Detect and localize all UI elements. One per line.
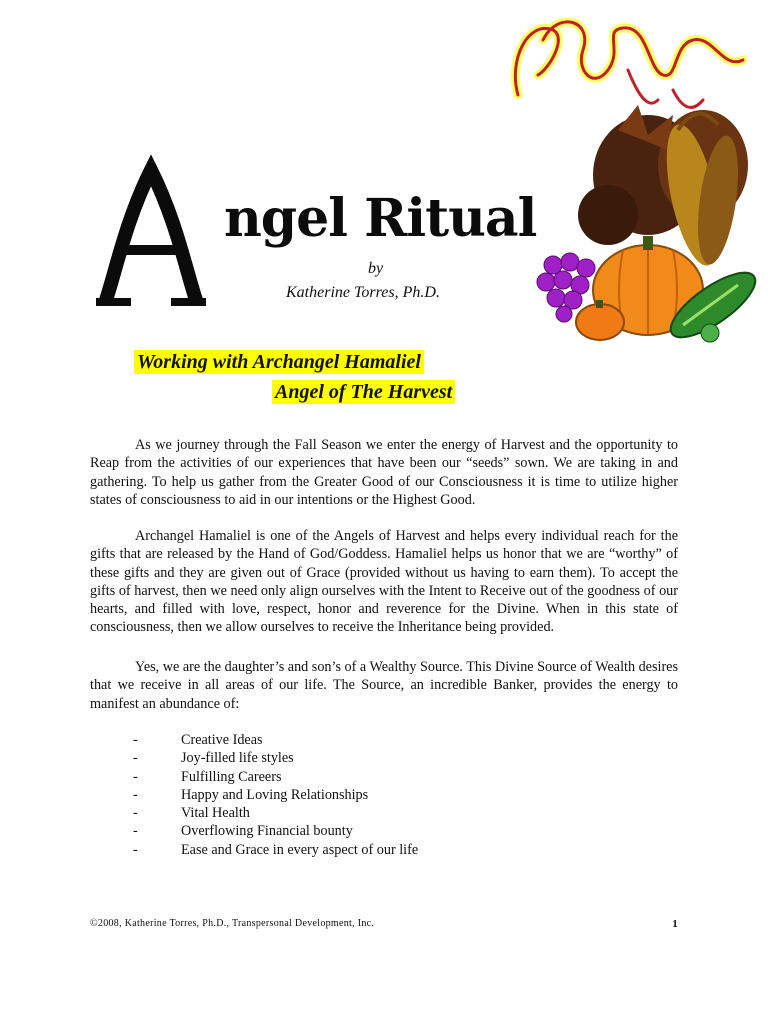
list-item: - Fulfilling Careers (133, 768, 282, 785)
paragraph-1 (90, 436, 678, 509)
subtitle-line-2: Angel of The Harvest (272, 380, 455, 404)
paragraph-3-text: Yes, we are the daughter’s and son’s of a Wealthy Source. This Divine Source of Wealth desires that we receive in all areas of our life. The Source, an incredible Banker, provides the energy to manifest an abundance of: (90, 659, 678, 712)
list-item: - Creative Ideas (133, 732, 263, 748)
paragraph-3 (90, 658, 678, 713)
decorative-initial-flourish (96, 150, 206, 310)
author-name: Katherine Torres, Ph.D. (286, 284, 440, 301)
list-item: - Ease and Grace in every aspect of our life (133, 841, 419, 858)
abundance-list (90, 731, 418, 859)
page-number: 1 (672, 918, 678, 930)
copyright-text: ©2008, Katherine Torres, Ph.D., Transpersonal Development, Inc. (90, 918, 375, 929)
paragraph-2-text: Archangel Hamaliel is one of the Angels of Harvest and helps every individual reach for the gifts that are released by the Hand of God/Goddess. Hamaliel helps us honor that we are “worthy” of these gifts and they are given out of Grace (provided without us having to earn them). To accept the gifts of harvest, then we need only align ourselves with the Intent to Receive out of the goodness of our hearts, and filled with love, respect, honor and reverence for the Divine. When in this state of consciousness, then we allow ourselves to receive the Inheritance being provided. (90, 528, 678, 636)
paragraph-2 (90, 527, 678, 637)
list-item: - Overflowing Financial bounty (133, 823, 353, 840)
subtitle-line-1: Working with Archangel Hamaliel (134, 350, 424, 374)
list-item: - Vital Health (133, 805, 250, 822)
harvest-illustration (498, 0, 768, 350)
list-item: - Happy and Loving Relationships (133, 786, 369, 803)
byline-by: by (368, 260, 384, 277)
list-item: - Joy-filled life styles (133, 750, 294, 767)
vine-scribble (515, 22, 743, 108)
paragraph-1-text: As we journey through the Fall Season we enter the energy of Harvest and the opportunity to Reap from the activities of our experiences that have been our “seeds” sown. We are taking in and gathering. To help us gather from the Greater Good of our Consciousness it is time to utilize higher states of consciousness to aid in our intentions or the Highest Good. (90, 437, 678, 508)
page-title: ngel Ritual (224, 188, 537, 249)
page-footer (90, 918, 678, 929)
